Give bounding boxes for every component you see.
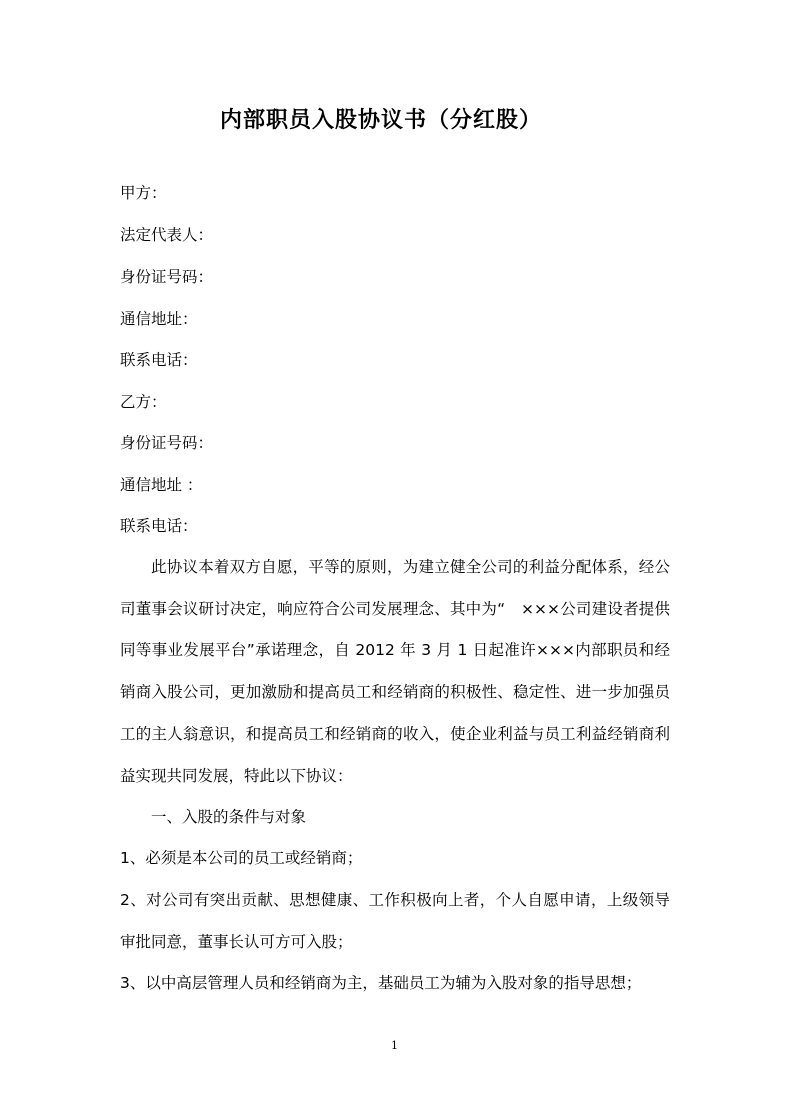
party-a-id-number-label: 身份证号码： — [120, 268, 214, 286]
party-b-phone-label: 联系电话： — [120, 517, 198, 535]
party-a-phone-label: 联系电话： — [120, 351, 198, 369]
party-a-address-label: 通信地址： — [120, 310, 198, 328]
party-b-label: 乙方： — [120, 393, 167, 411]
party-a-legal-rep-label: 法定代表人： — [120, 226, 214, 244]
party-b-address-label: 通信地址 ： — [120, 476, 203, 494]
party-b-id-number-label: 身份证号码： — [120, 434, 214, 452]
page-number: 1 — [391, 1039, 398, 1052]
section-1-item-1: 1、必须是本公司的员工或经销商； — [120, 849, 363, 867]
section-1-item-2: 2、对公司有突出贡献、思想健康、工作积极向上者，个人自愿申请，上级领导审批同意，董事长认可方可入股； — [120, 891, 670, 951]
intro-paragraph: 此协议本着双方自愿，平等的原则，为建立健全公司的利益分配体系，经公司董事会议研讨决定，响应符合公司发展理念、其中为“ ×××公司建设者提供同等事业发展平台”承诺理念，自 2012 年 3 月 1 日起准许×××内部职员和经销商入股公司，更加激励和提高员工和经销商的积极性、稳定性、进一步加强员工的主人翁意识，和提高员工和经销商的收入，使企业利益与员工利益经销商利益实现共同发展，特此以下协议： — [120, 558, 670, 785]
section-1-heading: 一、入股的条件与对象 — [151, 808, 307, 826]
section-1-item-3: 3、以中高层管理人员和经销商为主，基础员工为辅为入股对象的指导思想； — [120, 974, 642, 992]
party-a-label: 甲方： — [120, 184, 167, 202]
document-title: 内部职员入股协议书（分红股） — [219, 107, 542, 133]
